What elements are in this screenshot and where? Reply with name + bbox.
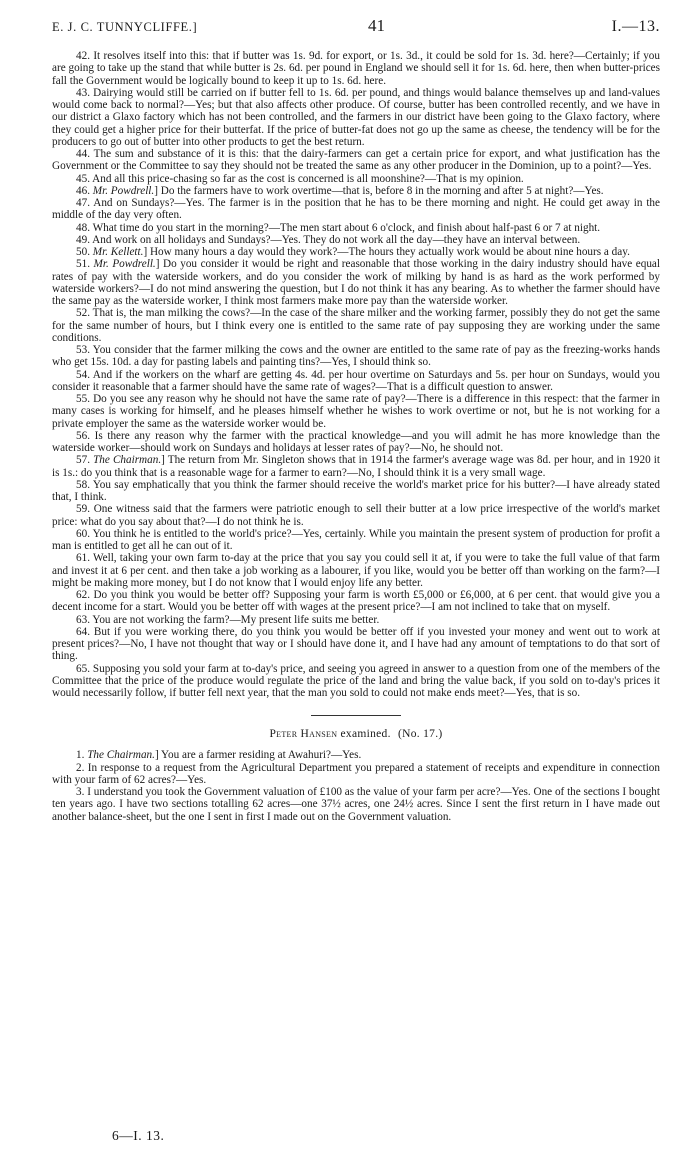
paragraph-text: 52. That is, the man milking the cows?—In the case of the share milker and the working farmer, possibly they do not get the same for the same number of hours, but I think every one is entitled to the same rate of pay supposing they are working under the same conditions. (52, 307, 660, 344)
question-answer-paragraph (52, 479, 660, 504)
question-answer-paragraph (52, 503, 660, 528)
question-answer-paragraph (52, 430, 660, 455)
header-witness-name: E. J. C. TUNNYCLIFFE.] (52, 20, 198, 34)
question-answer-paragraph (52, 50, 660, 87)
question-answer-paragraph (52, 148, 660, 173)
question-answer-paragraph (52, 87, 660, 148)
witness-name: Peter Hansen (269, 728, 338, 741)
question-answer-paragraph (52, 552, 660, 589)
paragraph-text: 61. Well, taking your own farm to-day at the price that you say you could sell it at, if you were to take the full value of that farm and invest it at 6 per cent. and then take a job working as a labourer, if you like, would you be better off than working on the farm?—I might be making more money, but I do not know that I would enjoy life any better. (52, 552, 660, 589)
paragraph-text: 59. One witness said that the farmers were patriotic enough to sell their butter at a low price irrespective of the world's market price: what do you say about that?—I do not think he is. (52, 503, 660, 528)
paragraph-text: 65. Supposing you sold your farm at to-day's price, and seeing you agreed in answer to a question from one of the members of the Committee that the price of the produce would regulate the price of the land and bring the value back, if you sold on to-day's prices it would necessarily follow, if butter fell next year, that the man you sold to could not make ends meet?—Yes, that is so. (52, 662, 660, 699)
question-answer-paragraph (52, 234, 660, 246)
witness-number: (No. 17.) (397, 728, 443, 741)
paragraph-text: 63. You are not working the farm?—My present life suits me better. (76, 613, 380, 626)
witness-heading (52, 728, 660, 740)
paragraph-text: 55. Do you see any reason why he should not have the same rate of pay?—There is a difference in this respect: that the farmer in many cases is working for himself, and he pleases himself whether he wishes to work overtime or not, but he is not working for a private employer the same as the waterside worker would be. (52, 393, 660, 430)
paragraph-text: 64. But if you were working there, do you think you would be better off if you invested your money and went out to work at present prices?—No, I have not thought that way or I should have done it, and I have had any amount of temptations to do that sort of thing. (52, 625, 660, 663)
question-answer-paragraph (52, 222, 660, 234)
paragraph-text: 42. It resolves itself into this: that if butter was 1s. 9d. for export, or 1s. 3d., it could be sold for 1s. 3d. here?—Certainly; if you are going to take up the stand that while butter is 2s. 6d. per pound in England we should sell it for 1s. 6d. here, then when butter-prices fall the Government would be logically bound to keep it up to 1s. 6d. here. (52, 50, 660, 87)
paragraph-text: 48. What time do you start in the morning?—The men start about 6 o'clock, and finish about half-past 6 or 7 at night. (76, 221, 601, 234)
speaker-name: Mr. Powdrell. (93, 258, 156, 271)
question-answer-paragraph (52, 344, 660, 369)
paragraph-text: ] You are a farmer residing at Awahuri?—Yes. (154, 749, 362, 762)
witness-label: examined. (340, 728, 391, 741)
paragraph-text: ] Do the farmers have to work overtime—that is, before 8 in the morning and after 5 at night?—Yes. (154, 184, 604, 197)
paragraph-text: 49. And work on all holidays and Sundays?—Yes. They do not work all the day—they have an interval between. (76, 233, 581, 246)
paragraph-text: 43. Dairying would still be carried on if butter fell to 1s. 6d. per pound, and things would balance themselves up and land-values would come back to normal?—Yes; but that also affects other produce. Of course, butter has been controlled recently, and we have in our district a Glaxo factory which has not been controlled, and the farmers in our district have been going to the Glaxo factory, where they could get a higher price for their butterfat. If the price of butter-fat does not go up the same as cheese, the tendency will be for the producers to go out of butter into other products to get the best return. (52, 86, 660, 148)
speaker-name: Mr. Kellett. (92, 246, 144, 258)
question-answer-paragraph (52, 393, 660, 430)
paragraph-text: 45. And all this price-chasing so far as the cost is concerned is all moonshine?—That is my opinion. (76, 172, 524, 185)
question-answer-paragraph (52, 197, 660, 222)
question-answer-paragraph (52, 173, 660, 185)
speaker-name: The Chairman. (93, 454, 162, 467)
question-answer-paragraph (52, 369, 660, 394)
speaker-name: Mr. Powdrell. (92, 184, 155, 197)
document-reference: I.—13. (611, 18, 660, 35)
question-answer-paragraph (52, 246, 660, 258)
question-answer-paragraph (52, 762, 660, 787)
paragraph-text: 47. And on Sundays?—Yes. The farmer is in the position that he has to be there morning and night. He could get away in the middle of the day very often. (52, 197, 660, 222)
paragraph-text: ] How many hours a day would they work?—The hours they actually work would be about nine hours a day. (143, 246, 630, 258)
question-answer-paragraph (52, 185, 660, 197)
question-answer-paragraph (52, 258, 660, 307)
paragraph-text: ] Do you consider it would be right and reasonable that those working in the dairy industry should have equal rates of pay with the waterside workers, and do you consider the work of milking by hand is as hard as the work performed by waterside workers?—I do not mind answering the question, but I do not think it has any bearing. As to whether the farmer should have the same pay as the waterside worker, I think most farmers make more pay than the waterside worker. (52, 258, 661, 307)
paragraph-text: ] The return from Mr. Singleton shows that in 1914 the farmer's average wage was 8d. per hour, and in 1920 it is 1s.: do you think that is a reasonable wage for a farmer to earn?—No, I should think it is a very small wage. (52, 454, 661, 479)
paragraph-text: 3. I understand you took the Government valuation of £100 as the value of your farm per acre?—Yes. One of the sections I bought ten years ago. I have two sections totalling 62 acres—one 37½ acres, one 24½ acres. Since I sent the first return in I have made out another balance-sheet, but the one I sent in first I made out on the Government valuation. (52, 786, 660, 823)
question-answer-paragraph (52, 786, 660, 823)
witness-testimony-text (52, 749, 660, 823)
paragraph-text: 51. (76, 258, 94, 271)
paragraph-text: 56. Is there any reason why the farmer with the practical knowledge—and you will admit he has more knowledge than the waterside worker—should work on Sundays and holidays at lesser rates of pay?—No, he should not. (52, 429, 660, 454)
question-answer-paragraph (52, 454, 660, 479)
paragraph-text: 62. Do you think you would be better off? Supposing your farm is worth £5,000 or £6,000, at 6 per cent. that would give you a decent income for a start. Would you be better off with wages at the present price?—I am not inclined to take that on myself. (52, 589, 660, 614)
paragraph-text: 50. (76, 246, 93, 258)
paragraph-text: 2. In response to a request from the Agricultural Department you prepared a statement of receipts and expenditure in connection with your farm of 62 acres?—Yes. (52, 761, 660, 786)
question-answer-paragraph (52, 307, 660, 344)
page-footer: 6—I. 13. (112, 1128, 165, 1143)
paragraph-text: 60. You think he is entitled to the world's price?—Yes, certainly. While you maintain the present system of production for profit a man is entitled to get all he can out of it. (52, 527, 660, 552)
question-answer-paragraph (52, 663, 660, 700)
paragraph-text: 58. You say emphatically that you think the farmer should receive the world's market price for his butter?—I have already stated that, I think. (52, 478, 660, 503)
section-divider (311, 715, 401, 716)
paragraph-text: 46. (76, 184, 93, 197)
paragraph-text: 53. You consider that the farmer milking the cows and the owner are entitled to the same rate of pay as the freezing-works hands who get 15s. 10d. a day for pasting labels and painting tins?—Yes, I should think so. (52, 344, 660, 369)
question-answer-paragraph (52, 589, 660, 614)
page-header (52, 16, 660, 50)
testimony-text (52, 50, 660, 699)
speaker-name: The Chairman. (87, 749, 155, 762)
paragraph-text: 57. (76, 454, 94, 467)
paragraph-text: 44. The sum and substance of it is this: that the dairy-farmers can get a certain price for export, and what justification has the Government or the Committee to say they should not be treated the same as any other producer in the Dominion, up to a point?—Yes. (52, 148, 660, 173)
question-answer-paragraph (52, 614, 660, 626)
question-answer-paragraph (52, 528, 660, 553)
paragraph-text: 54. And if the workers on the wharf are getting 4s. 4d. per hour overtime on Saturdays and 5s. per hour on Sundays, would you consider it reasonable that a farmer should have the same rate of wages?—That is a difficult question to answer. (52, 368, 660, 393)
question-answer-paragraph (52, 749, 660, 761)
page-number: 41 (367, 16, 385, 35)
paragraph-text: 1. (76, 749, 88, 762)
question-answer-paragraph (52, 626, 660, 663)
